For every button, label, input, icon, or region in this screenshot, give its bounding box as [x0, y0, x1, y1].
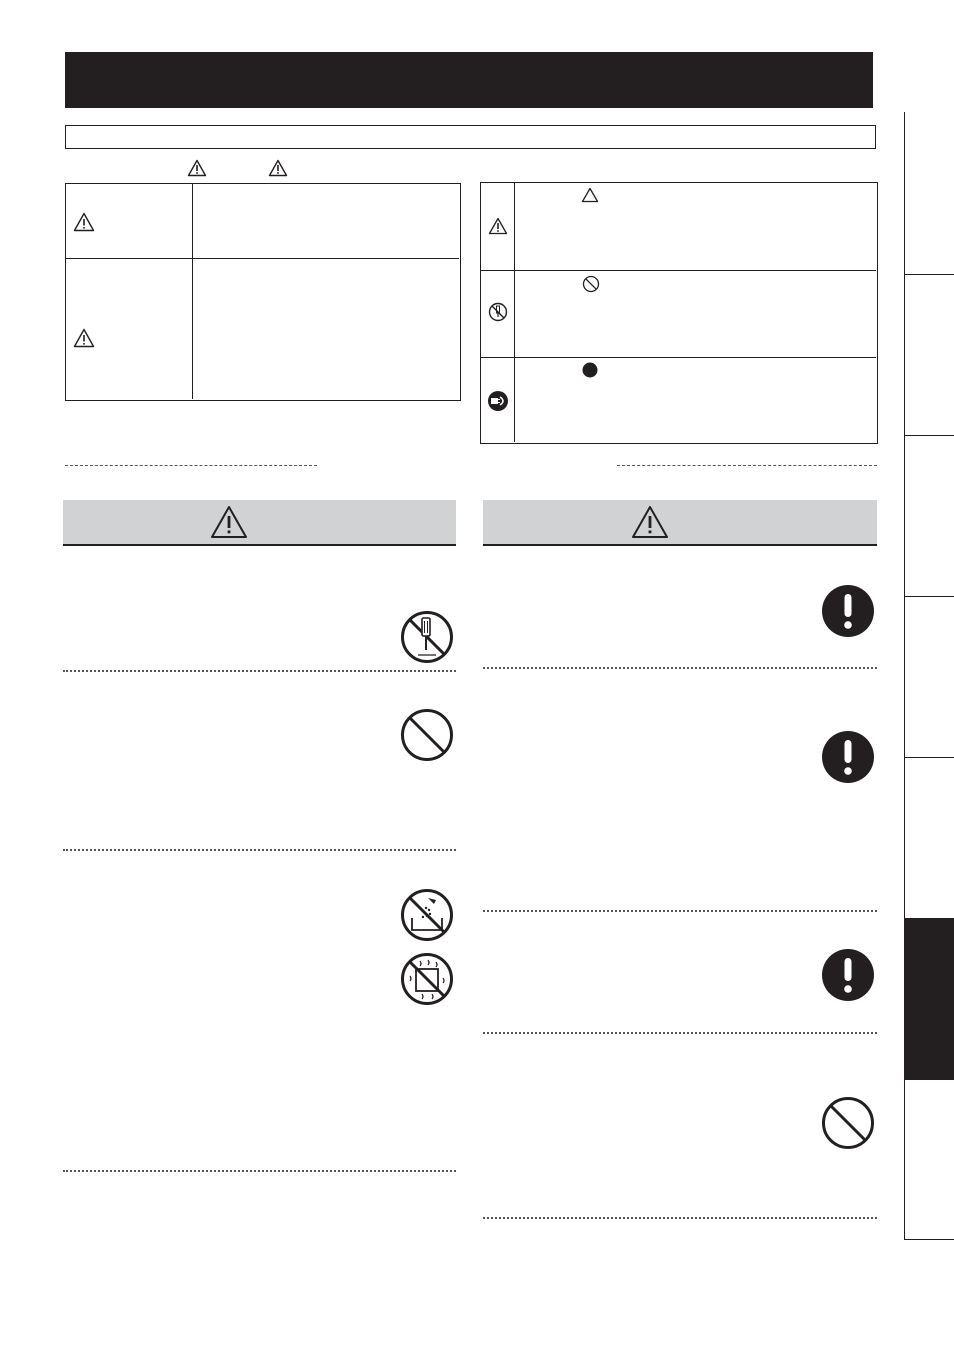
divider	[65, 465, 317, 466]
sidebar-tab-6[interactable]	[905, 919, 954, 1080]
warning-triangle-icon	[210, 505, 248, 539]
do-not-disassemble-icon	[488, 302, 508, 322]
sidebar-tab-4[interactable]	[905, 597, 954, 758]
divider	[63, 670, 456, 672]
prohibited-circle-icon	[400, 708, 454, 762]
hazard-level-table	[65, 183, 461, 401]
divider	[63, 1170, 456, 1172]
mandatory-exclamation-icon	[821, 584, 875, 638]
triangle-outline-icon	[581, 187, 599, 203]
caution-triangle-icon	[631, 505, 669, 539]
caution-triangle-icon	[73, 328, 95, 348]
caution-triangle-icon	[268, 159, 288, 177]
prohibited-circle-icon	[821, 1096, 875, 1150]
subheading-box	[65, 125, 876, 149]
mandatory-exclamation-icon	[821, 948, 875, 1002]
symbol-legend-table	[480, 182, 878, 444]
sidebar-tab-1[interactable]	[905, 112, 954, 275]
unplug-power-icon	[487, 390, 509, 412]
divider	[483, 1032, 877, 1034]
divider	[617, 465, 877, 466]
sidebar-tab-3[interactable]	[905, 436, 954, 597]
caution-banner	[483, 500, 877, 546]
sidebar-tab-5[interactable]	[905, 758, 954, 919]
no-water-icon	[400, 888, 454, 942]
divider	[483, 667, 877, 669]
filled-circle-icon	[582, 362, 598, 378]
do-not-disassemble-icon	[400, 610, 454, 664]
sidebar-tab-7[interactable]	[905, 1080, 954, 1240]
mandatory-exclamation-icon	[821, 730, 875, 784]
divider	[63, 849, 456, 851]
no-moisture-icon	[400, 952, 454, 1006]
divider	[483, 1217, 877, 1219]
warning-triangle-icon	[73, 212, 95, 232]
warning-banner	[63, 500, 456, 546]
section-tab-sidebar	[904, 112, 954, 1240]
page-title-bar	[65, 52, 873, 108]
sidebar-tab-2[interactable]	[905, 275, 954, 436]
prohibited-circle-icon	[582, 275, 600, 293]
caution-triangle-icon	[488, 217, 508, 235]
warning-triangle-icon	[187, 159, 207, 177]
divider	[483, 910, 877, 912]
